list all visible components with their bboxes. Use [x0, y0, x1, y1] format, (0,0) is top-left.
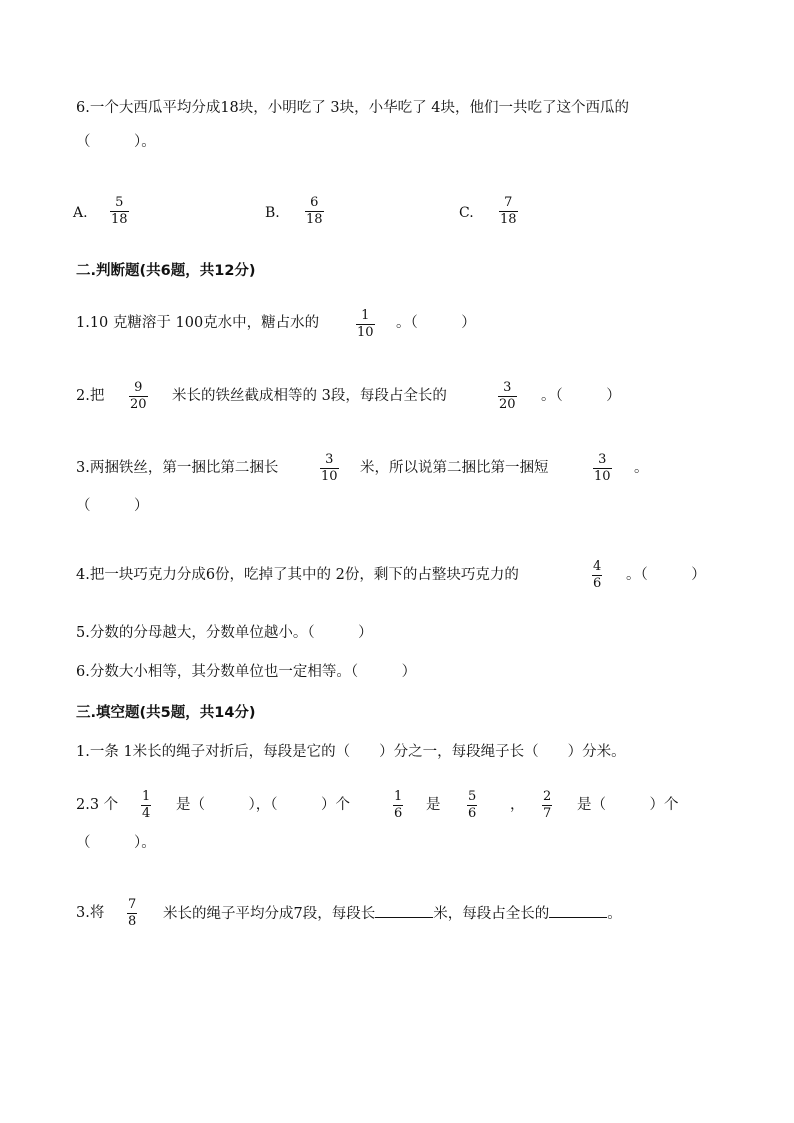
fill-q3-blank-2[interactable] [549, 903, 607, 918]
fill-q3-blank-1[interactable] [375, 903, 433, 918]
judge-q2-prefix: 2.把 [76, 388, 105, 404]
option-a-fraction: 5 18 [111, 195, 128, 227]
judge-q2-paren: 。（ ） [541, 388, 621, 404]
fill-q2-paren: （ ）。 [76, 835, 156, 851]
fill-q2-comma: ， [510, 797, 525, 813]
judge-q1-paren: 。（ ） [396, 315, 476, 331]
judge-q3-period: 。 [634, 460, 649, 476]
judge-q3-fraction-1: 3 10 [321, 452, 338, 484]
judge-q4-text: 4.把一块巧克力分成6份，吃掉了其中的 2份，剩下的占整块巧克力的 [76, 567, 519, 583]
fill-q3-fraction: 7 8 [128, 897, 137, 929]
fill-q3-prefix: 3.将 [76, 905, 105, 921]
fill-q1: 1.一条 1米长的绳子对折后，每段是它的（ ）分之一，每段绳子长（ ）分米。 [76, 744, 626, 760]
option-c-fraction: 7 18 [500, 195, 517, 227]
fill-q3-body: 米长的绳子平均分成7段，每段长 米，每段占全长的 。 [163, 903, 622, 924]
fill-q2-fraction-1: 1 4 [142, 789, 151, 821]
fill-q2-fraction-4: 2 7 [543, 789, 552, 821]
fill-q2-fraction-2: 1 6 [394, 789, 403, 821]
fill-q2-text-1: 是（ ），（ ）个 [176, 797, 350, 813]
judge-q2-fraction-1: 9 20 [130, 380, 147, 412]
judge-q3-paren: （ ） [76, 498, 149, 514]
judge-q3-fraction-2: 3 10 [594, 452, 611, 484]
judge-q1-text: 1.10 克糖溶于 100克水中，糖占水的 [76, 315, 320, 331]
option-b-fraction: 6 18 [306, 195, 323, 227]
judge-q3-text-1: 3.两捆铁丝，第一捆比第二捆长 [76, 460, 279, 476]
option-b-label: B. [265, 205, 280, 221]
judge-q6: 6.分数大小相等，其分数单位也一定相等。（ ） [76, 664, 417, 680]
fill-q2-text-2: 是（ ）个 [577, 797, 679, 813]
question-6-answer-blank: （ ）。 [76, 134, 156, 150]
section-2-title: 二.判断题(共6题，共12分) [76, 263, 256, 279]
section-3-title: 三.填空题(共5题，共14分) [76, 705, 256, 721]
judge-q2-fraction-2: 3 20 [499, 380, 516, 412]
judge-q1-fraction: 1 10 [357, 308, 374, 340]
question-6-line1: 6.一个大西瓜平均分成18块，小明吃了 3块，小华吃了 4块，他们一共吃了这个西瓜的 [76, 100, 629, 116]
fill-q2-prefix: 2.3 个 [76, 797, 119, 813]
judge-q3-text-2: 米，所以说第二捆比第一捆短 [360, 460, 549, 476]
fill-q2-is: 是 [426, 797, 441, 813]
fill-q2-fraction-3: 5 6 [468, 789, 477, 821]
judge-q2-text: 米长的铁丝截成相等的 3段，每段占全长的 [172, 388, 447, 404]
option-c-label: C. [459, 205, 474, 221]
judge-q4-fraction: 4 6 [593, 559, 602, 591]
option-a-label: A. [73, 205, 88, 221]
judge-q4-paren: 。（ ） [626, 567, 706, 583]
judge-q5: 5.分数的分母越大，分数单位越小。（ ） [76, 625, 373, 641]
